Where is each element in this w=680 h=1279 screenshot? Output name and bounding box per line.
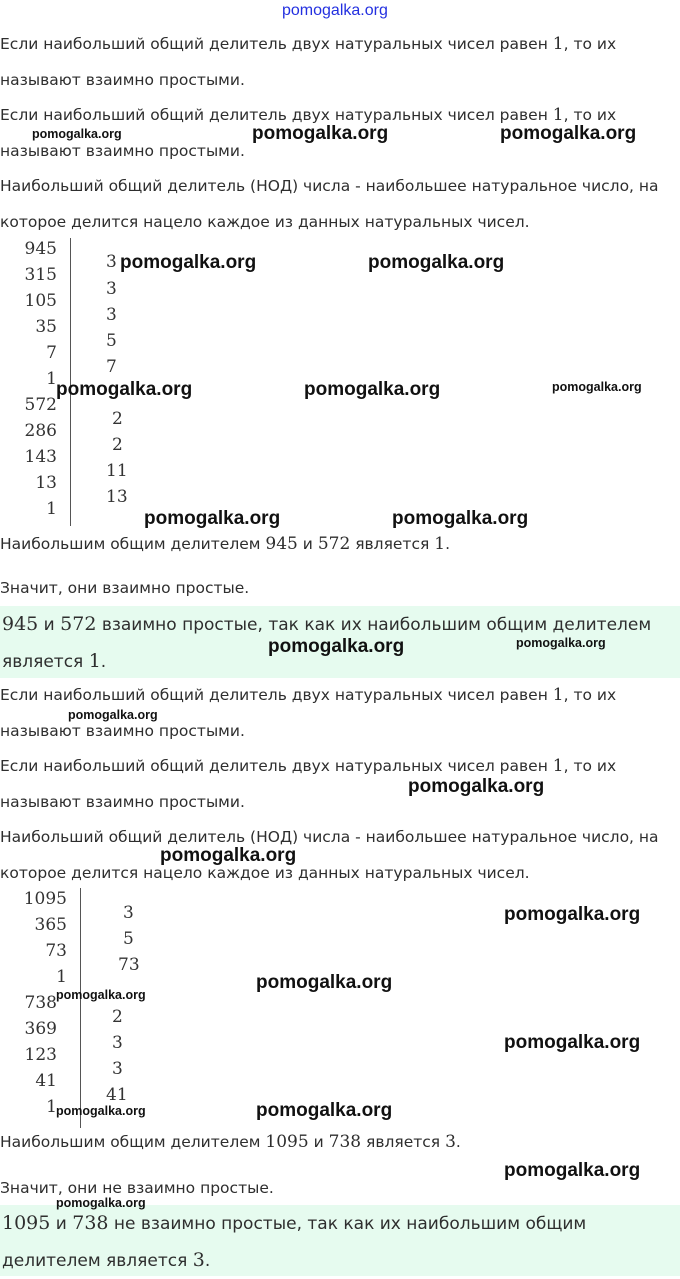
result-period: . — [455, 1133, 461, 1151]
gcd-result-2 — [0, 1124, 676, 1160]
result-text: Наибольшим общим делителем — [0, 1133, 261, 1151]
factor-right: 2 — [112, 1007, 123, 1027]
factor-left: 143 — [24, 447, 57, 467]
gcd-definition-2: Наибольший общий делитель (НОД) числа - наибольшее натуральное число, на которое делится нацело каждое из данных натуральных чисел. — [0, 828, 659, 882]
watermark: pomogalka.org — [552, 380, 642, 394]
watermark: pomogalka.org — [368, 252, 505, 273]
factor-right: 41 — [106, 1085, 128, 1105]
definition-number: 1 — [552, 105, 564, 125]
site-header-watermark[interactable]: pomogalka.org — [282, 2, 388, 19]
conclusion-text: взаимно простые, так как их наибольшим общим делителем является — [2, 615, 652, 672]
gcd-result-1 — [0, 526, 676, 562]
result-number: 3 — [445, 1132, 456, 1152]
watermark: pomogalka.org — [56, 379, 193, 400]
factor-right: 2 — [112, 435, 123, 455]
factor-left: 1095 — [23, 889, 67, 909]
factor-right: 2 — [112, 409, 123, 429]
result-text: является — [355, 535, 430, 553]
factor-right: 3 — [106, 252, 117, 272]
definition-number: 1 — [552, 685, 564, 705]
factor-right: 3 — [106, 305, 117, 325]
conclusion-period: . — [204, 1251, 211, 1271]
factor-left: 572 — [24, 395, 57, 415]
result-text: и — [302, 535, 313, 553]
watermark: pomogalka.org — [144, 508, 281, 529]
factor-right: 3 — [123, 903, 134, 923]
result-period: . — [445, 535, 451, 553]
factor-left: 365 — [34, 915, 67, 935]
conclusion-number: 3 — [192, 1249, 205, 1271]
definition-text: Если наибольший общий делитель двух натуральных чисел равен — [0, 35, 548, 53]
conclusion-text: и — [55, 1214, 67, 1234]
factor-left: 1 — [46, 499, 57, 519]
watermark: pomogalka.org — [268, 636, 405, 657]
conclusion-text: не взаимно простые, так как их наибольшим общим делителем является — [2, 1214, 587, 1271]
factor-left: 738 — [24, 993, 57, 1013]
factor-left: 286 — [24, 421, 57, 441]
coprime-definition-1 — [0, 26, 676, 98]
result-text: Наибольшим общим делителем — [0, 535, 261, 553]
watermark: pomogalka.org — [120, 252, 257, 273]
result-number: 1095 — [265, 1132, 309, 1152]
factor-right: 3 — [106, 279, 117, 299]
definition-text: Если наибольший общий делитель двух натуральных чисел равен — [0, 757, 548, 775]
definition-text-end: , то их называют взаимно простыми. — [0, 35, 617, 89]
result-text: является — [366, 1133, 441, 1151]
factor-left: 369 — [24, 1019, 57, 1039]
factor-left: 315 — [24, 265, 57, 285]
meaning-1: Значит, они взаимно простые. — [0, 579, 250, 597]
conclusion-box-2 — [0, 1205, 680, 1276]
factor-left: 41 — [35, 1071, 57, 1091]
definition-text-end: , то их называют взаимно простыми. — [0, 757, 617, 811]
watermark: pomogalka.org — [56, 1196, 146, 1210]
conclusion-number: 738 — [72, 1212, 109, 1234]
factor-left: 73 — [45, 941, 67, 961]
watermark: pomogalka.org — [504, 904, 641, 925]
factor-right: 5 — [106, 331, 117, 351]
conclusion-number: 572 — [60, 613, 97, 635]
conclusion-number: 1 — [88, 650, 101, 672]
watermark: pomogalka.org — [504, 1160, 641, 1181]
watermark: pomogalka.org — [68, 708, 158, 722]
definition-text-end: , то их называют взаимно простыми. — [0, 686, 617, 740]
factor-left: 35 — [35, 317, 57, 337]
factorization-divider — [80, 888, 81, 1128]
watermark: pomogalka.org — [160, 845, 297, 866]
conclusion-text: и — [43, 615, 55, 635]
factor-left: 105 — [24, 291, 57, 311]
watermark: pomogalka.org — [56, 988, 146, 1002]
watermark: pomogalka.org — [252, 123, 389, 144]
factor-right: 3 — [112, 1033, 123, 1053]
result-text: и — [313, 1133, 324, 1151]
watermark: pomogalka.org — [504, 1032, 641, 1053]
watermark: pomogalka.org — [408, 776, 545, 797]
watermark: pomogalka.org — [32, 127, 122, 141]
factor-right: 73 — [118, 955, 140, 975]
result-number: 572 — [317, 534, 351, 554]
watermark: pomogalka.org — [516, 636, 606, 650]
definition-text: Если наибольший общий делитель двух натуральных чисел равен — [0, 686, 548, 704]
watermark: pomogalka.org — [500, 123, 637, 144]
watermark: pomogalka.org — [256, 1100, 393, 1121]
watermark: pomogalka.org — [304, 379, 441, 400]
gcd-definition-1: Наибольший общий делитель (НОД) числа - наибольшее натуральное число, на которое делится нацело каждое из данных натуральных чисел. — [0, 177, 659, 231]
factor-left: 123 — [24, 1045, 57, 1065]
definition-number: 1 — [552, 756, 564, 776]
result-number: 945 — [265, 534, 298, 554]
conclusion-number: 1095 — [2, 1212, 51, 1234]
factor-left: 13 — [35, 473, 57, 493]
conclusion-period: . — [100, 652, 107, 672]
definition-text-end: , то их называют взаимно простыми. — [0, 106, 617, 160]
coprime-definition-4 — [0, 748, 676, 820]
factor-right: 13 — [106, 487, 128, 507]
meaning-2: Значит, они не взаимно простые. — [0, 1179, 274, 1197]
watermark: pomogalka.org — [392, 508, 529, 529]
factor-left: 1 — [56, 967, 67, 987]
watermark: pomogalka.org — [256, 972, 393, 993]
factor-left: 1 — [46, 369, 57, 389]
factor-right: 3 — [112, 1059, 123, 1079]
factor-right: 7 — [106, 357, 117, 377]
conclusion-number: 945 — [2, 613, 39, 635]
factor-left: 945 — [24, 239, 57, 259]
factor-left: 7 — [46, 343, 57, 363]
result-number: 738 — [328, 1132, 362, 1152]
result-number: 1 — [434, 534, 446, 554]
factor-left: 1 — [46, 1097, 57, 1117]
factor-right: 5 — [123, 929, 134, 949]
watermark: pomogalka.org — [56, 1104, 146, 1118]
definition-text: Если наибольший общий делитель двух натуральных чисел равен — [0, 106, 548, 124]
definition-number: 1 — [552, 34, 564, 54]
factor-right: 11 — [106, 461, 128, 481]
